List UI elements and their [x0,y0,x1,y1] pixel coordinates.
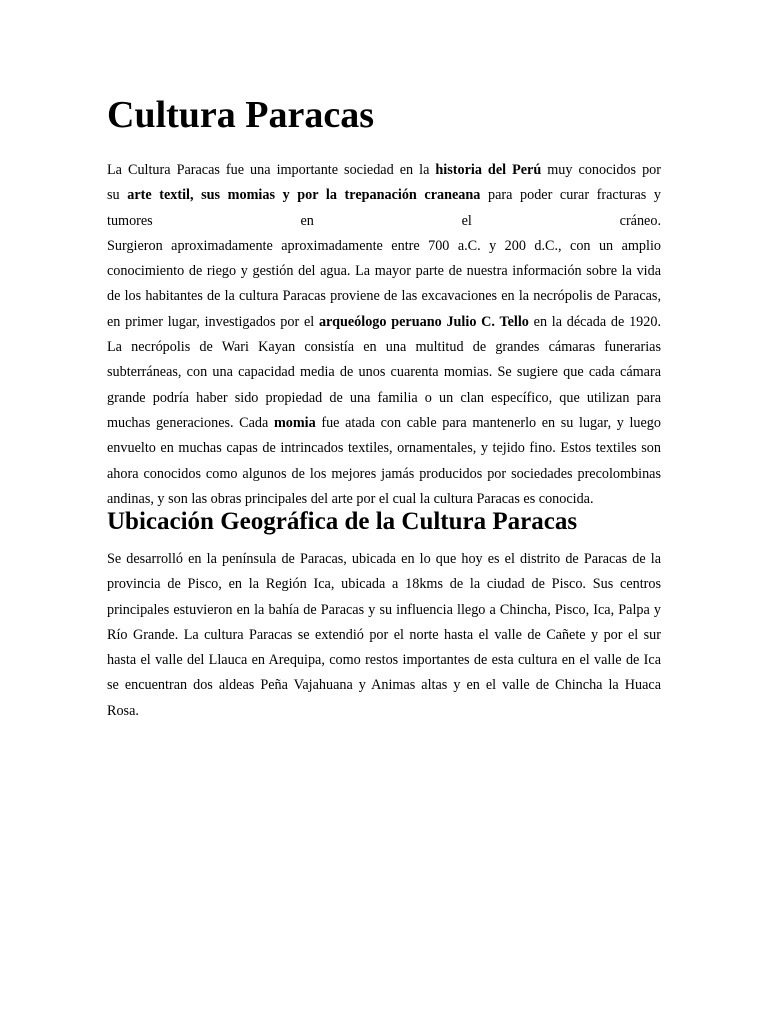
paragraph-line: Se desarrolló en la península de Paracas, ubicada en lo que hoy es el distrito de Paracas de la [107,551,661,567]
paragraph-line: en primer lugar, investigados por el arqueólogo peruano Julio C. Tello en la década de 1920. [107,313,661,330]
section-location [107,547,661,724]
paragraph-line: Río Grande. La cultura Paracas se extendió por el norte hasta el valle de Cañete y por el sur [107,626,661,643]
paragraph-line: grande podría haber sido propiedad de una familia o un clan específico, que utilizan para [107,389,661,406]
paragraph-line: conocimiento de riego y gestión del agua. La mayor parte de nuestra información sobre la vida [107,263,661,280]
paragraph-line: envuelto en muchas capas de intrincados textiles, ornamentales, y tejido fino. Estos textiles son [107,440,661,457]
paragraph-line: Surgieron aproximadamente aproximadamente entre 700 a.C. y 200 d.C., con un amplio [107,237,661,254]
paragraph-line: provincia de Pisco, en la Región Ica, ubicada a 18kms de la ciudad de Pisco. Sus centros [107,576,661,593]
paragraph-line: andinas, y son las obras principales del arte por el cual la cultura Paracas es conocida. [107,490,594,507]
paragraph-line: Rosa. [107,702,139,719]
paragraph-line: su arte textil, sus momias y por la trepanación craneana para poder curar fracturas y [107,187,661,204]
paragraph-line: se encuentran dos aldeas Peña Vajahuana y Animas altas y en el valle de Chincha la Huaca [107,677,661,694]
paragraph-line: subterráneas, con una capacidad media de unos cuarenta momias. Se sugiere que cada cámara [107,364,661,381]
paragraph-line: hasta el valle del Llauca en Arequipa, como restos importantes de esta cultura en el valle de Ica [107,652,661,669]
paragraph-line: ahora conocidos como algunos de los mejores jamás producidos por sociedades precolombinas [107,465,661,482]
paragraph-line: muchas generaciones. Cada momia fue atada con cable para mantenerlo en su lugar, y luego [107,414,661,431]
paragraph-line: principales estuvieron en la bahía de Paracas y su influencia llego a Chincha, Pisco, Ica, Palpa y [107,601,661,618]
paragraph-line: La necrópolis de Wari Kayan consistía en una multitud de grandes cámaras funerarias [107,339,661,356]
paragraph-line: tumores en el cráneo. [107,212,661,229]
paragraph-line: La Cultura Paracas fue una importante sociedad en la historia del Perú muy conocidos por [107,162,661,178]
paragraph-line: de los habitantes de la cultura Paracas proviene de las excavaciones en la necrópolis de Paracas, [107,288,661,305]
document-title: Cultura Paracas [107,94,375,136]
section-intro [107,158,661,512]
section-heading: Ubicación Geográfica de la Cultura Paracas [107,508,578,535]
